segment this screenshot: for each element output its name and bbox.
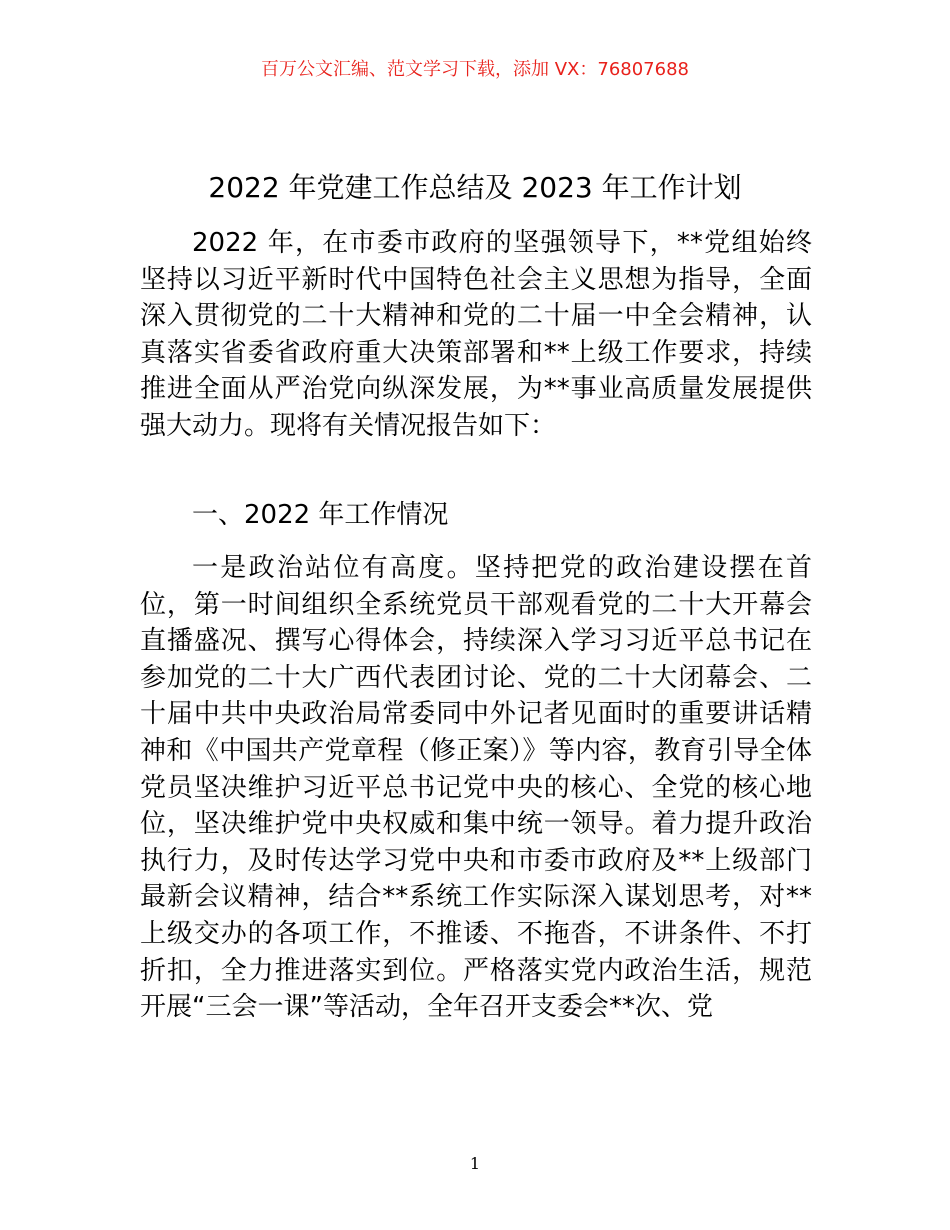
header-note: 百万公文汇编、范文学习下载，添加 VX：76807688 xyxy=(261,59,689,80)
intro-paragraph: 2022 年，在市委市政府的坚强领导下，**党组始终坚持以习近平新时代中国特色社会主义思想为指导，全面深入贯彻党的二十大精神和党的二十届一中全会精神，认真落实省委省政府重大决策部署和**上级工作要求，持续推进全面从严治党向纵深发展，为**事业高质量发展提供强大动力。现将有关情况报告如下： xyxy=(140,228,812,441)
page-number: 1 xyxy=(469,1154,481,1173)
body-paragraph: 一是政治站位有高度。坚持把党的政治建设摆在首位，第一时间组织全系统党员干部观看党的二十大开幕会直播盛况、撰写心得体会，持续深入学习习近平总书记在参加党的二十大广西代表团讨论、党的二十大闭幕会、二十届中共中央政治局常委同中外记者见面时的重要讲话精神和《中国共产党章程（修正案）》等内容，教育引导全体党员坚决维护习近平总书记党中央的核心、全党的核心地位，坚决维护党中央权威和集中统一领导。着力提升政治执行力，及时传达学习党中央和市委市政府及**上级部门最新会议精神，结合**系统工作实际深入谋划思考，对**上级交办的各项工作，不推诿、不拖沓，不讲条件、不打折扣，全力推进落实到位。严格落实党内政治生活，规范开展“三会一课”等活动，全年召开支委会**次、党 xyxy=(140,553,812,1023)
document-title: 2022 年党建工作总结及 2023 年工作计划 xyxy=(208,171,742,204)
section-heading: 一、2022 年工作情况 xyxy=(192,500,449,530)
